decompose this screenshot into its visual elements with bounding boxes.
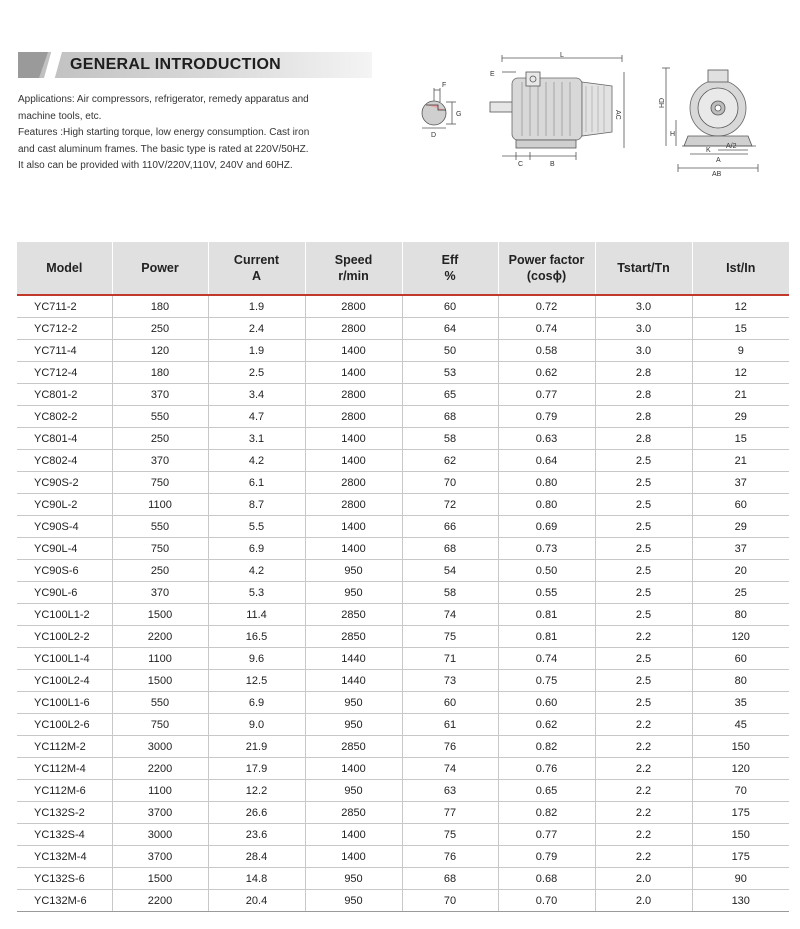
cell-power: 180 bbox=[112, 295, 208, 318]
cell-power: 3700 bbox=[112, 802, 208, 824]
cell-ist-in: 12 bbox=[692, 295, 789, 318]
cell-power-factor: 0.80 bbox=[498, 494, 595, 516]
cell-model: YC712-2 bbox=[17, 318, 112, 340]
cell-model: YC801-4 bbox=[17, 428, 112, 450]
cell-eff: 50 bbox=[402, 340, 498, 362]
intro-line: machine tools, etc. bbox=[18, 110, 102, 122]
cell-tstart-tn: 2.5 bbox=[595, 538, 692, 560]
cell-model: YC90L-2 bbox=[17, 494, 112, 516]
cell-power: 370 bbox=[112, 450, 208, 472]
cell-current: 9.0 bbox=[208, 714, 305, 736]
cell-ist-in: 25 bbox=[692, 582, 789, 604]
cell-power-factor: 0.72 bbox=[498, 295, 595, 318]
cell-ist-in: 29 bbox=[692, 516, 789, 538]
cell-model: YC112M-2 bbox=[17, 736, 112, 758]
label-A2: A/2 bbox=[726, 143, 737, 150]
cell-power: 1500 bbox=[112, 868, 208, 890]
cell-tstart-tn: 2.5 bbox=[595, 494, 692, 516]
cell-speed: 2850 bbox=[305, 626, 402, 648]
cell-ist-in: 80 bbox=[692, 604, 789, 626]
cell-ist-in: 175 bbox=[692, 802, 789, 824]
cell-model: YC112M-4 bbox=[17, 758, 112, 780]
cell-current: 6.9 bbox=[208, 538, 305, 560]
cell-model: YC711-2 bbox=[17, 295, 112, 318]
cell-speed: 1400 bbox=[305, 758, 402, 780]
cell-tstart-tn: 2.8 bbox=[595, 384, 692, 406]
cell-model: YC100L1-4 bbox=[17, 648, 112, 670]
cell-power: 2200 bbox=[112, 626, 208, 648]
cell-ist-in: 15 bbox=[692, 318, 789, 340]
cell-model: YC711-4 bbox=[17, 340, 112, 362]
column-header-eff: Eff % bbox=[402, 242, 498, 295]
cell-ist-in: 90 bbox=[692, 868, 789, 890]
cell-eff: 66 bbox=[402, 516, 498, 538]
cell-power-factor: 0.64 bbox=[498, 450, 595, 472]
cell-current: 23.6 bbox=[208, 824, 305, 846]
intro-text bbox=[18, 92, 328, 175]
label-C: C bbox=[518, 161, 524, 168]
cell-speed: 2800 bbox=[305, 295, 402, 318]
cell-eff: 54 bbox=[402, 560, 498, 582]
motor-spec-table bbox=[17, 242, 789, 912]
label-K: K bbox=[706, 147, 711, 154]
table-row bbox=[17, 802, 789, 824]
cell-model: YC712-4 bbox=[17, 362, 112, 384]
cell-model: YC132S-6 bbox=[17, 868, 112, 890]
cell-tstart-tn: 2.2 bbox=[595, 626, 692, 648]
cell-tstart-tn: 2.2 bbox=[595, 824, 692, 846]
cell-speed: 950 bbox=[305, 890, 402, 912]
cell-ist-in: 9 bbox=[692, 340, 789, 362]
label-H: H bbox=[670, 131, 676, 138]
cell-current: 2.5 bbox=[208, 362, 305, 384]
cell-eff: 68 bbox=[402, 868, 498, 890]
cell-power-factor: 0.62 bbox=[498, 714, 595, 736]
cell-model: YC100L2-6 bbox=[17, 714, 112, 736]
cell-speed: 2800 bbox=[305, 472, 402, 494]
label-B: B bbox=[550, 161, 555, 168]
cell-ist-in: 130 bbox=[692, 890, 789, 912]
cell-speed: 950 bbox=[305, 560, 402, 582]
section-title: GENERAL INTRODUCTION bbox=[70, 56, 282, 73]
table-row bbox=[17, 450, 789, 472]
motor-front-view-drawing bbox=[652, 62, 768, 178]
cell-eff: 76 bbox=[402, 736, 498, 758]
cell-eff: 77 bbox=[402, 802, 498, 824]
cell-power-factor: 0.62 bbox=[498, 362, 595, 384]
cell-speed: 950 bbox=[305, 582, 402, 604]
cell-tstart-tn: 2.2 bbox=[595, 780, 692, 802]
cell-tstart-tn: 2.5 bbox=[595, 516, 692, 538]
cell-power-factor: 0.74 bbox=[498, 318, 595, 340]
cell-speed: 950 bbox=[305, 780, 402, 802]
cell-speed: 950 bbox=[305, 868, 402, 890]
cell-current: 5.3 bbox=[208, 582, 305, 604]
cell-power: 550 bbox=[112, 516, 208, 538]
cell-model: YC90S-6 bbox=[17, 560, 112, 582]
cell-current: 9.6 bbox=[208, 648, 305, 670]
cell-speed: 950 bbox=[305, 692, 402, 714]
intro-line: and cast aluminum frames. The basic type is rated at 220V/50HZ. bbox=[18, 143, 309, 155]
cell-tstart-tn: 2.0 bbox=[595, 890, 692, 912]
cell-current: 17.9 bbox=[208, 758, 305, 780]
cell-power-factor: 0.77 bbox=[498, 824, 595, 846]
cell-power: 750 bbox=[112, 538, 208, 560]
label-D: D bbox=[431, 132, 437, 139]
cell-current: 4.2 bbox=[208, 560, 305, 582]
table-row bbox=[17, 406, 789, 428]
cell-model: YC90S-2 bbox=[17, 472, 112, 494]
cell-current: 8.7 bbox=[208, 494, 305, 516]
table-row bbox=[17, 428, 789, 450]
cell-current: 2.4 bbox=[208, 318, 305, 340]
cell-power: 1500 bbox=[112, 670, 208, 692]
cell-speed: 950 bbox=[305, 714, 402, 736]
cell-speed: 1440 bbox=[305, 648, 402, 670]
section-title-banner bbox=[18, 52, 372, 78]
cell-speed: 1440 bbox=[305, 670, 402, 692]
cell-power: 3700 bbox=[112, 846, 208, 868]
table-row bbox=[17, 670, 789, 692]
table-row bbox=[17, 362, 789, 384]
cell-tstart-tn: 2.5 bbox=[595, 582, 692, 604]
cell-eff: 70 bbox=[402, 472, 498, 494]
cell-speed: 2800 bbox=[305, 384, 402, 406]
cell-eff: 68 bbox=[402, 406, 498, 428]
table-body bbox=[17, 295, 789, 912]
cell-power-factor: 0.50 bbox=[498, 560, 595, 582]
cell-speed: 1400 bbox=[305, 846, 402, 868]
cell-current: 11.4 bbox=[208, 604, 305, 626]
table-row bbox=[17, 384, 789, 406]
table-row bbox=[17, 824, 789, 846]
cell-eff: 76 bbox=[402, 846, 498, 868]
cell-eff: 62 bbox=[402, 450, 498, 472]
cell-ist-in: 60 bbox=[692, 494, 789, 516]
cell-current: 12.2 bbox=[208, 780, 305, 802]
cell-ist-in: 15 bbox=[692, 428, 789, 450]
cell-power-factor: 0.63 bbox=[498, 428, 595, 450]
column-header-power: Power bbox=[112, 242, 208, 295]
cell-model: YC100L1-6 bbox=[17, 692, 112, 714]
cell-power-factor: 0.81 bbox=[498, 604, 595, 626]
cell-ist-in: 21 bbox=[692, 450, 789, 472]
cell-eff: 60 bbox=[402, 295, 498, 318]
cell-tstart-tn: 2.5 bbox=[595, 670, 692, 692]
intro-line: It also can be provided with 110V/220V,110V, 240V and 60HZ. bbox=[18, 160, 293, 171]
cell-power-factor: 0.55 bbox=[498, 582, 595, 604]
cell-tstart-tn: 2.8 bbox=[595, 428, 692, 450]
cell-current: 6.1 bbox=[208, 472, 305, 494]
cell-speed: 2800 bbox=[305, 318, 402, 340]
cell-eff: 60 bbox=[402, 692, 498, 714]
cell-model: YC132S-2 bbox=[17, 802, 112, 824]
table-row bbox=[17, 736, 789, 758]
cell-ist-in: 120 bbox=[692, 626, 789, 648]
cell-power: 750 bbox=[112, 472, 208, 494]
table-row bbox=[17, 472, 789, 494]
cell-eff: 75 bbox=[402, 626, 498, 648]
cell-tstart-tn: 2.8 bbox=[595, 406, 692, 428]
cell-model: YC802-2 bbox=[17, 406, 112, 428]
cell-eff: 74 bbox=[402, 758, 498, 780]
cell-current: 1.9 bbox=[208, 295, 305, 318]
cell-eff: 58 bbox=[402, 428, 498, 450]
cell-tstart-tn: 2.2 bbox=[595, 736, 692, 758]
table-row bbox=[17, 714, 789, 736]
cell-power-factor: 0.65 bbox=[498, 780, 595, 802]
table-row bbox=[17, 494, 789, 516]
label-HD: HD bbox=[659, 97, 666, 108]
cell-power-factor: 0.73 bbox=[498, 538, 595, 560]
cell-power: 250 bbox=[112, 318, 208, 340]
cell-power: 180 bbox=[112, 362, 208, 384]
banner-stripe bbox=[18, 52, 48, 78]
cell-power-factor: 0.81 bbox=[498, 626, 595, 648]
cell-power: 1100 bbox=[112, 648, 208, 670]
cell-speed: 1400 bbox=[305, 516, 402, 538]
label-AB: AB bbox=[712, 171, 722, 178]
cell-ist-in: 12 bbox=[692, 362, 789, 384]
cell-power: 120 bbox=[112, 340, 208, 362]
column-header-current: Current A bbox=[208, 242, 305, 295]
cell-current: 3.1 bbox=[208, 428, 305, 450]
label-G: G bbox=[456, 111, 462, 118]
label-A: A bbox=[716, 157, 721, 164]
cell-speed: 1400 bbox=[305, 340, 402, 362]
cell-power-factor: 0.58 bbox=[498, 340, 595, 362]
table-row bbox=[17, 318, 789, 340]
cell-ist-in: 35 bbox=[692, 692, 789, 714]
cell-current: 1.9 bbox=[208, 340, 305, 362]
cell-power-factor: 0.82 bbox=[498, 736, 595, 758]
table-row bbox=[17, 295, 789, 318]
cell-eff: 64 bbox=[402, 318, 498, 340]
table-row bbox=[17, 626, 789, 648]
cell-tstart-tn: 2.2 bbox=[595, 802, 692, 824]
cell-tstart-tn: 2.5 bbox=[595, 450, 692, 472]
table-row bbox=[17, 340, 789, 362]
cell-power-factor: 0.79 bbox=[498, 406, 595, 428]
label-E: E bbox=[490, 71, 495, 78]
cell-tstart-tn: 3.0 bbox=[595, 340, 692, 362]
cell-power-factor: 0.75 bbox=[498, 670, 595, 692]
cell-model: YC90L-4 bbox=[17, 538, 112, 560]
cell-eff: 58 bbox=[402, 582, 498, 604]
column-header-power-factor: Power factor (cosϕ) bbox=[498, 242, 595, 295]
cell-power: 370 bbox=[112, 582, 208, 604]
cell-ist-in: 150 bbox=[692, 824, 789, 846]
intro-line: Applications: Air compressors, refrigerator, remedy apparatus and bbox=[18, 94, 309, 105]
cell-model: YC132S-4 bbox=[17, 824, 112, 846]
table-row bbox=[17, 846, 789, 868]
cell-model: YC112M-6 bbox=[17, 780, 112, 802]
cell-ist-in: 37 bbox=[692, 472, 789, 494]
cell-power: 2200 bbox=[112, 758, 208, 780]
cell-ist-in: 70 bbox=[692, 780, 789, 802]
cell-speed: 1400 bbox=[305, 428, 402, 450]
cell-tstart-tn: 2.2 bbox=[595, 846, 692, 868]
cell-current: 26.6 bbox=[208, 802, 305, 824]
cell-power: 750 bbox=[112, 714, 208, 736]
cell-power-factor: 0.82 bbox=[498, 802, 595, 824]
cell-speed: 1400 bbox=[305, 450, 402, 472]
cell-tstart-tn: 2.8 bbox=[595, 362, 692, 384]
cell-power-factor: 0.74 bbox=[498, 648, 595, 670]
cell-ist-in: 60 bbox=[692, 648, 789, 670]
cell-power: 550 bbox=[112, 692, 208, 714]
table-row bbox=[17, 582, 789, 604]
cell-model: YC100L2-2 bbox=[17, 626, 112, 648]
cell-current: 6.9 bbox=[208, 692, 305, 714]
cell-power-factor: 0.70 bbox=[498, 890, 595, 912]
banner-stripe-gap bbox=[44, 52, 62, 78]
cell-speed: 2800 bbox=[305, 494, 402, 516]
cell-power-factor: 0.69 bbox=[498, 516, 595, 538]
cell-ist-in: 21 bbox=[692, 384, 789, 406]
table-row bbox=[17, 604, 789, 626]
cell-power: 1100 bbox=[112, 494, 208, 516]
column-header-tstart-tn: Tstart/Tn bbox=[595, 242, 692, 295]
cell-power: 1100 bbox=[112, 780, 208, 802]
cell-tstart-tn: 2.5 bbox=[595, 692, 692, 714]
intro-line: Features :High starting torque, low energy consumption. Cast iron bbox=[18, 127, 310, 138]
cell-model: YC801-2 bbox=[17, 384, 112, 406]
cell-tstart-tn: 2.5 bbox=[595, 604, 692, 626]
label-F: F bbox=[442, 82, 447, 89]
cell-current: 28.4 bbox=[208, 846, 305, 868]
cell-current: 14.8 bbox=[208, 868, 305, 890]
cell-current: 4.7 bbox=[208, 406, 305, 428]
column-header-speed: Speed r/min bbox=[305, 242, 402, 295]
table-row bbox=[17, 758, 789, 780]
cell-speed: 2850 bbox=[305, 604, 402, 626]
cell-ist-in: 37 bbox=[692, 538, 789, 560]
cell-tstart-tn: 2.0 bbox=[595, 868, 692, 890]
cell-tstart-tn: 2.2 bbox=[595, 714, 692, 736]
label-AC: AC bbox=[614, 110, 621, 120]
table-row bbox=[17, 538, 789, 560]
table-row bbox=[17, 780, 789, 802]
table-row bbox=[17, 648, 789, 670]
cell-tstart-tn: 3.0 bbox=[595, 318, 692, 340]
cell-power: 3000 bbox=[112, 736, 208, 758]
cell-power-factor: 0.77 bbox=[498, 384, 595, 406]
column-header-ist-in: Ist/In bbox=[692, 242, 789, 295]
cell-eff: 63 bbox=[402, 780, 498, 802]
cell-tstart-tn: 2.2 bbox=[595, 758, 692, 780]
cell-ist-in: 175 bbox=[692, 846, 789, 868]
cell-ist-in: 150 bbox=[692, 736, 789, 758]
cell-speed: 1400 bbox=[305, 362, 402, 384]
cell-speed: 2800 bbox=[305, 406, 402, 428]
table-row bbox=[17, 560, 789, 582]
cell-power-factor: 0.68 bbox=[498, 868, 595, 890]
cell-eff: 74 bbox=[402, 604, 498, 626]
cell-power-factor: 0.76 bbox=[498, 758, 595, 780]
cell-speed: 2850 bbox=[305, 802, 402, 824]
cell-power-factor: 0.60 bbox=[498, 692, 595, 714]
cell-eff: 73 bbox=[402, 670, 498, 692]
cell-speed: 2850 bbox=[305, 736, 402, 758]
cell-eff: 61 bbox=[402, 714, 498, 736]
table-header-row bbox=[17, 242, 789, 295]
cell-power: 1500 bbox=[112, 604, 208, 626]
cell-current: 21.9 bbox=[208, 736, 305, 758]
cell-speed: 1400 bbox=[305, 538, 402, 560]
cell-tstart-tn: 2.5 bbox=[595, 648, 692, 670]
cell-current: 20.4 bbox=[208, 890, 305, 912]
cell-eff: 68 bbox=[402, 538, 498, 560]
cell-current: 3.4 bbox=[208, 384, 305, 406]
cell-current: 4.2 bbox=[208, 450, 305, 472]
shaft-end-drawing bbox=[418, 80, 470, 140]
cell-eff: 72 bbox=[402, 494, 498, 516]
cell-tstart-tn: 3.0 bbox=[595, 295, 692, 318]
cell-model: YC100L1-2 bbox=[17, 604, 112, 626]
table-row bbox=[17, 868, 789, 890]
cell-model: YC132M-4 bbox=[17, 846, 112, 868]
cell-power: 250 bbox=[112, 428, 208, 450]
motor-side-view-drawing bbox=[482, 52, 632, 172]
cell-ist-in: 29 bbox=[692, 406, 789, 428]
cell-power: 2200 bbox=[112, 890, 208, 912]
cell-eff: 75 bbox=[402, 824, 498, 846]
cell-power: 550 bbox=[112, 406, 208, 428]
cell-eff: 53 bbox=[402, 362, 498, 384]
table-row bbox=[17, 692, 789, 714]
cell-speed: 1400 bbox=[305, 824, 402, 846]
cell-power: 250 bbox=[112, 560, 208, 582]
column-header-model: Model bbox=[17, 242, 112, 295]
table-row bbox=[17, 890, 789, 912]
cell-model: YC132M-6 bbox=[17, 890, 112, 912]
cell-current: 16.5 bbox=[208, 626, 305, 648]
cell-tstart-tn: 2.5 bbox=[595, 472, 692, 494]
cell-model: YC802-4 bbox=[17, 450, 112, 472]
cell-current: 12.5 bbox=[208, 670, 305, 692]
cell-eff: 65 bbox=[402, 384, 498, 406]
cell-power-factor: 0.80 bbox=[498, 472, 595, 494]
cell-power: 3000 bbox=[112, 824, 208, 846]
cell-eff: 71 bbox=[402, 648, 498, 670]
cell-tstart-tn: 2.5 bbox=[595, 560, 692, 582]
cell-ist-in: 80 bbox=[692, 670, 789, 692]
cell-model: YC90S-4 bbox=[17, 516, 112, 538]
cell-current: 5.5 bbox=[208, 516, 305, 538]
table-row bbox=[17, 516, 789, 538]
cell-ist-in: 120 bbox=[692, 758, 789, 780]
cell-ist-in: 20 bbox=[692, 560, 789, 582]
cell-power: 370 bbox=[112, 384, 208, 406]
cell-power-factor: 0.79 bbox=[498, 846, 595, 868]
cell-ist-in: 45 bbox=[692, 714, 789, 736]
cell-model: YC100L2-4 bbox=[17, 670, 112, 692]
label-L: L bbox=[560, 52, 564, 59]
cell-eff: 70 bbox=[402, 890, 498, 912]
cell-model: YC90L-6 bbox=[17, 582, 112, 604]
